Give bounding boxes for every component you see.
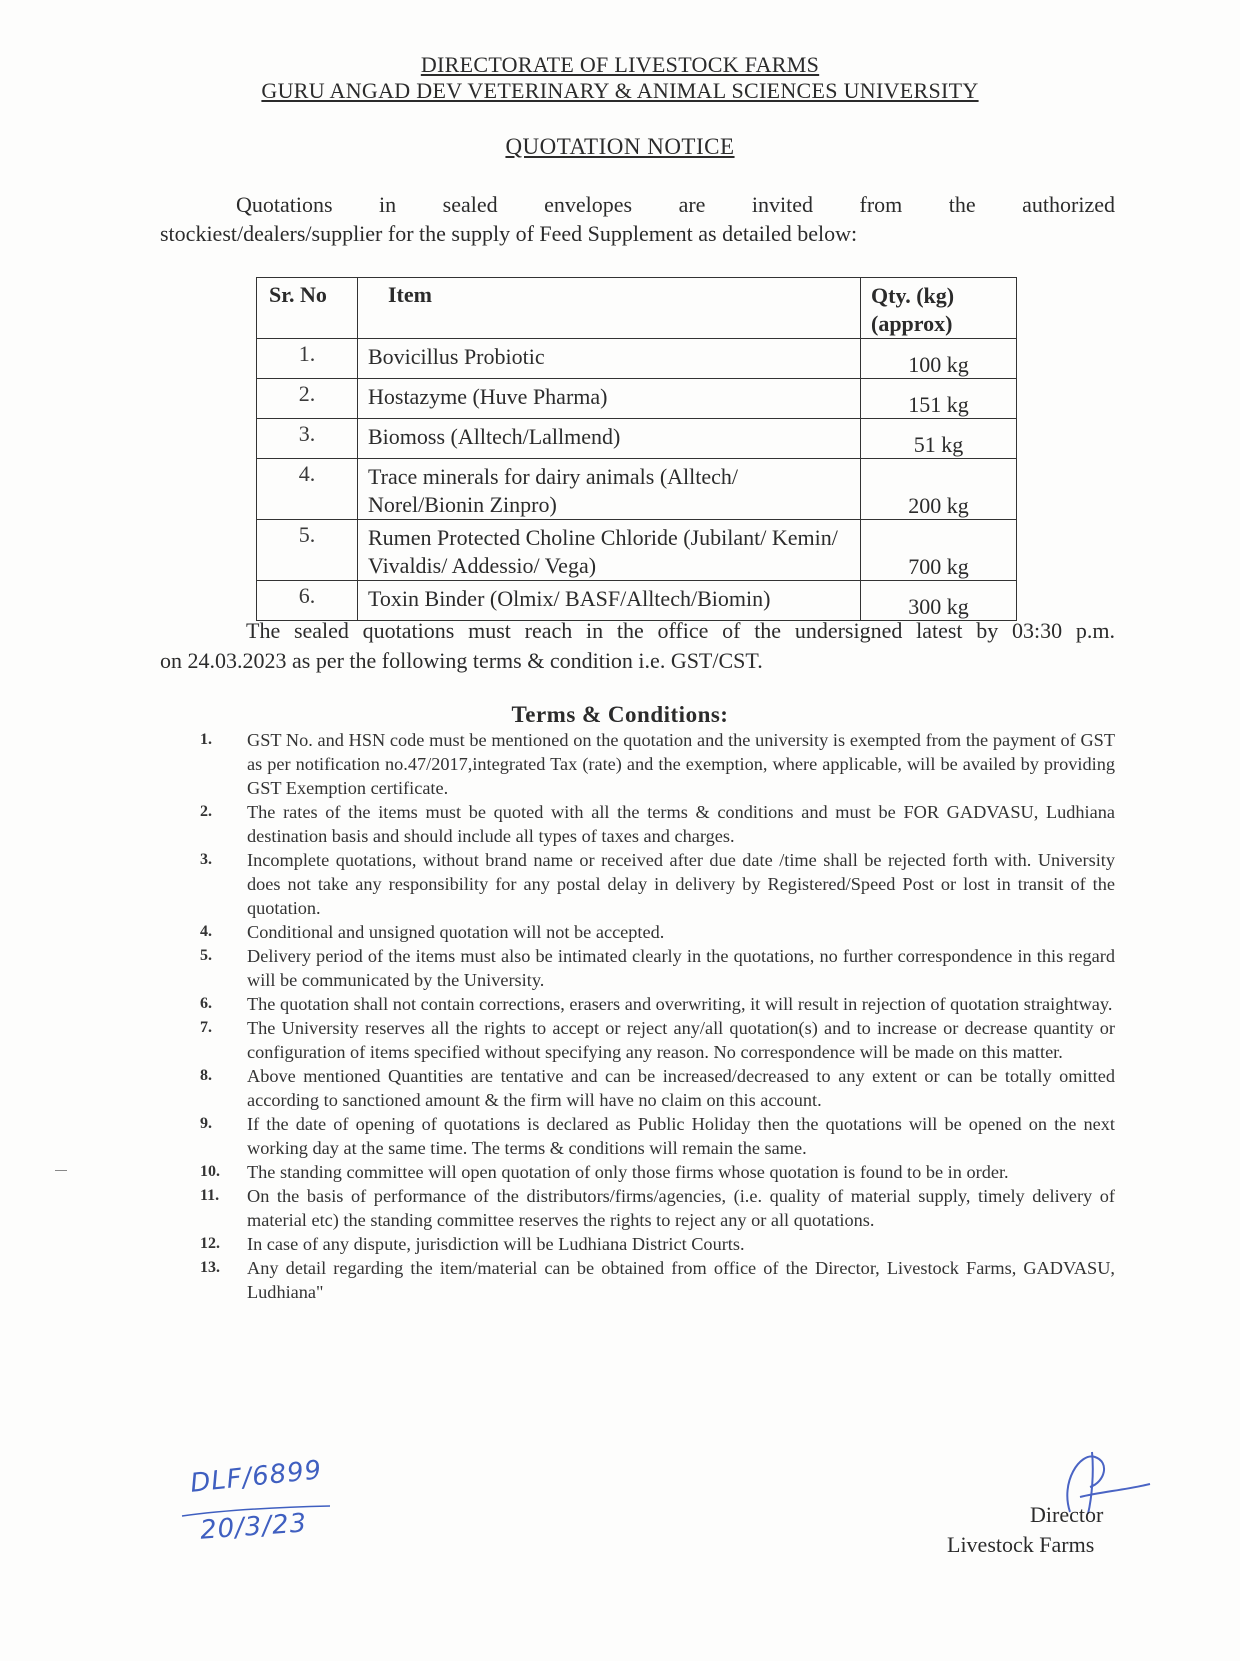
term-text: In case of any dispute, jurisdiction will be Ludhiana District Courts.: [247, 1234, 745, 1254]
term-number: 5.: [200, 947, 212, 964]
table-header-row: [257, 278, 1017, 339]
term-number: 6.: [200, 995, 212, 1012]
table-row: [257, 419, 1017, 459]
header-qty-line2: (approx): [871, 311, 953, 336]
term-text: Above mentioned Quantities are tentative and can be increased/decreased to any extent or can be totally omitted according to sanctioned amount & the firm will have no claim on this account.: [247, 1066, 1115, 1110]
term-number: 9.: [200, 1115, 212, 1132]
term-text: The University reserves all the rights to accept or reject any/all quotation(s) and to increase or decrease quantity or configuration of items specified without specifying any reason. No correspondence will be made on this matter.: [247, 1018, 1115, 1062]
list-item: [200, 848, 1115, 920]
scan-mark: [55, 1170, 67, 1171]
list-item: [200, 1064, 1115, 1112]
row-item: Toxin Binder (Olmix/ BASF/Alltech/Biomin): [358, 581, 861, 621]
list-item: [200, 944, 1115, 992]
signatory-office: Livestock Farms: [947, 1532, 1095, 1557]
university-heading: GURU ANGAD DEV VETERINARY & ANIMAL SCIENCES UNIVERSITY: [261, 78, 979, 103]
term-number: 4.: [200, 923, 212, 940]
row-item: Biomoss (Alltech/Lallmend): [358, 419, 861, 459]
row-qty: 151 kg: [861, 379, 1017, 419]
term-text: Delivery period of the items must also be intimated clearly in the quotations, no further correspondence in this regard will be communicated by the University.: [247, 946, 1115, 990]
intro-line-2: stockiest/dealers/supplier for the supply of Feed Supplement as detailed below:: [160, 221, 858, 246]
row-qty: 700 kg: [861, 520, 1017, 581]
table-row: [257, 581, 1017, 621]
list-item: [200, 1112, 1115, 1160]
deadline-line-1: The sealed quotations must reach in the office of the undersigned latest by 03:30 p.m.: [246, 618, 1115, 643]
header-qty-line1: Qty. (kg): [871, 283, 955, 308]
row-qty: 51 kg: [861, 419, 1017, 459]
intro-line-1: Quotations in sealed envelopes are invited from the authorized: [236, 192, 1115, 217]
deadline-line-2: on 24.03.2023 as per the following terms & condition i.e. GST/CST.: [160, 648, 763, 673]
term-number: 12.: [200, 1235, 220, 1252]
deadline-paragraph: [160, 616, 1115, 676]
term-number: 10.: [200, 1163, 220, 1180]
row-item: Trace minerals for dairy animals (Alltech/ Norel/Bionin Zinpro): [358, 459, 861, 520]
handwritten-ref-number: DLF/6899: [188, 1455, 324, 1499]
table-row: [257, 459, 1017, 520]
items-table: [256, 277, 1017, 621]
terms-list: [200, 728, 1115, 1304]
term-number: 13.: [200, 1259, 220, 1276]
list-item: [200, 920, 1115, 944]
list-item: [200, 1256, 1115, 1304]
table-row: [257, 520, 1017, 581]
header-sr-no: Sr. No: [257, 278, 358, 339]
list-item: [200, 1232, 1115, 1256]
terms-heading: Terms & Conditions:: [511, 702, 729, 727]
header-item: Item: [358, 278, 861, 339]
notice-title: QUOTATION NOTICE: [505, 134, 735, 159]
list-item: [200, 1184, 1115, 1232]
term-text: The standing committee will open quotation of only those firms whose quotation is found to be in order.: [247, 1162, 1009, 1182]
term-number: 2.: [200, 803, 212, 820]
term-number: 8.: [200, 1067, 212, 1084]
list-item: [200, 992, 1115, 1016]
row-sr: 3.: [257, 419, 358, 459]
row-qty: 300 kg: [861, 581, 1017, 621]
term-number: 3.: [200, 851, 212, 868]
row-item: Rumen Protected Choline Chloride (Jubilant/ Kemin/ Vivaldis/ Addessio/ Vega): [358, 520, 861, 581]
row-qty: 200 kg: [861, 459, 1017, 520]
signatory-title: Director: [1030, 1502, 1104, 1527]
list-item: [200, 1016, 1115, 1064]
row-item: Hostazyme (Huve Pharma): [358, 379, 861, 419]
term-text: The rates of the items must be quoted with all the terms & conditions and must be FOR GADVASU, Ludhiana destination basis and should include all types of taxes and charges.: [247, 802, 1115, 846]
table-row: [257, 379, 1017, 419]
list-item: [200, 800, 1115, 848]
term-text: On the basis of performance of the distributors/firms/agencies, (i.e. quality of material supply, timely delivery of material etc) the standing committee reserves the rights to reject any or all quotations.: [247, 1186, 1115, 1230]
term-number: 7.: [200, 1019, 212, 1036]
row-sr: 6.: [257, 581, 358, 621]
term-number: 1.: [200, 731, 212, 748]
term-text: GST No. and HSN code must be mentioned on the quotation and the university is exempted from the payment of GST as per notification no.47/2017,integrated Tax (rate) and the exemption, where applicable, will be availed by providing GST Exemption certificate.: [247, 730, 1115, 798]
directorate-heading: DIRECTORATE OF LIVESTOCK FARMS: [420, 52, 820, 77]
table-row: [257, 339, 1017, 379]
row-item: Bovicillus Probiotic: [358, 339, 861, 379]
header-qty: [861, 278, 1017, 339]
list-item: [200, 1160, 1115, 1184]
term-number: 11.: [200, 1187, 220, 1204]
handwritten-date: 20/3/23: [199, 1508, 309, 1546]
term-text: The quotation shall not contain corrections, erasers and overwriting, it will result in rejection of quotation straightway.: [247, 994, 1113, 1014]
list-item: [200, 728, 1115, 800]
intro-paragraph: [160, 190, 1115, 248]
row-qty: 100 kg: [861, 339, 1017, 379]
row-sr: 1.: [257, 339, 358, 379]
row-sr: 4.: [257, 459, 358, 520]
row-sr: 2.: [257, 379, 358, 419]
row-sr: 5.: [257, 520, 358, 581]
term-text: If the date of opening of quotations is declared as Public Holiday then the quotations will be opened on the next working day at the same time. The terms & conditions will remain the same.: [247, 1114, 1115, 1158]
term-text: Incomplete quotations, without brand name or received after due date /time shall be rejected forth with. University does not take any responsibility for any postal delay in delivery by Registered/Speed Post or lost in transit of the quotation.: [247, 850, 1115, 918]
term-text: Any detail regarding the item/material can be obtained from office of the Director, Livestock Farms, GADVASU, Ludhiana": [247, 1258, 1115, 1302]
term-text: Conditional and unsigned quotation will not be accepted.: [247, 922, 665, 942]
